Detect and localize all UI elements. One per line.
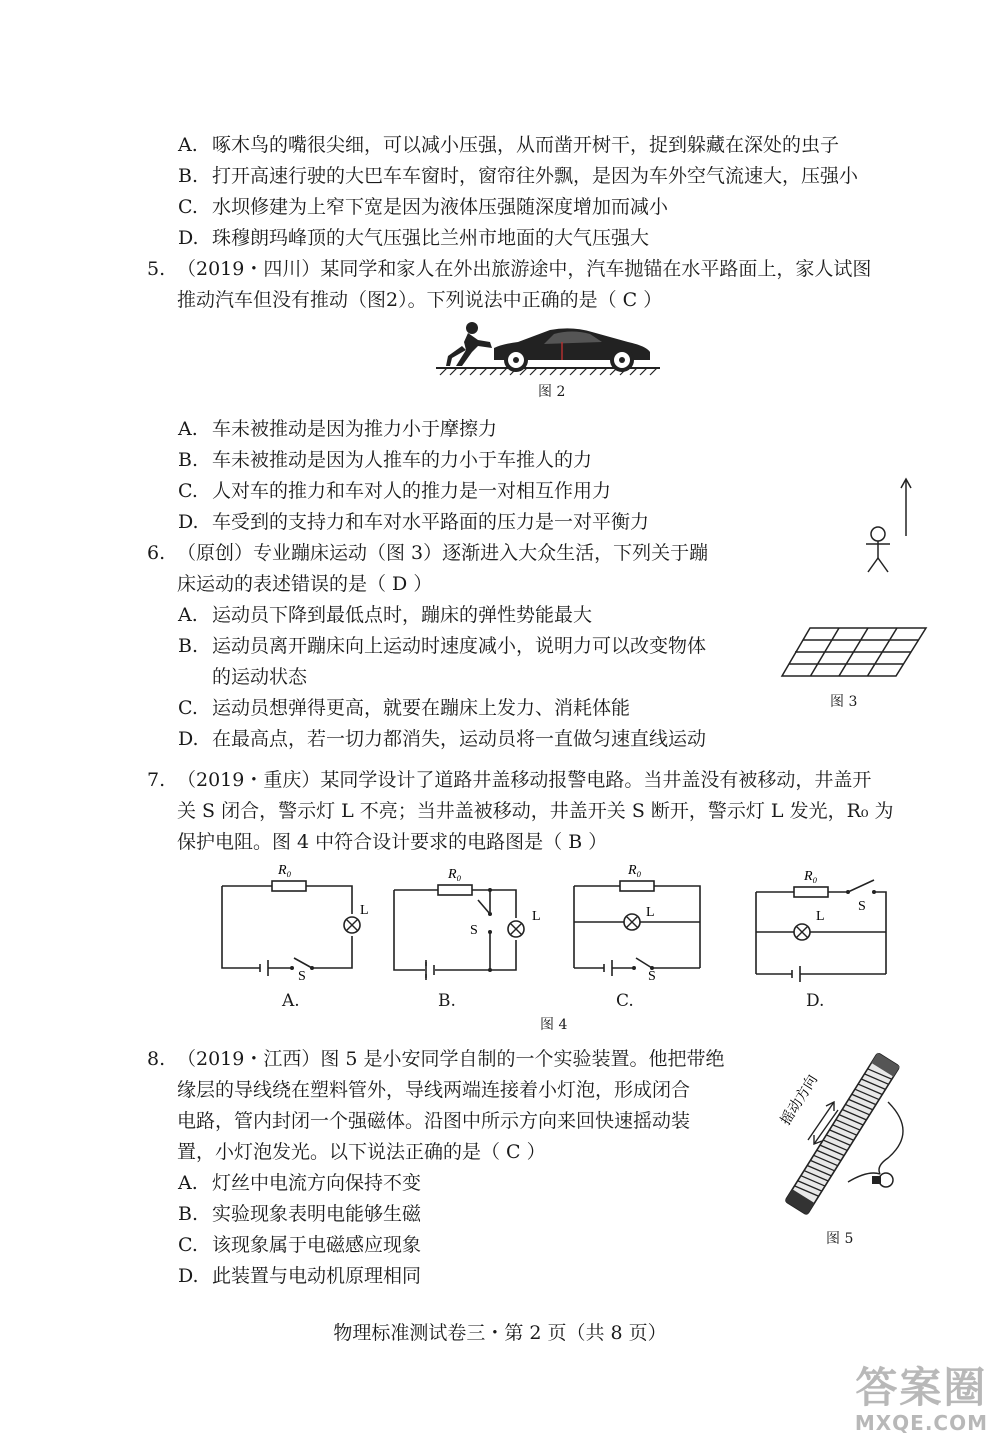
circuit-d-l-label: L <box>816 909 825 924</box>
circuit-b <box>388 860 548 980</box>
circuit-d-label: D. <box>806 991 825 1011</box>
q5-stem-line1: 5. （2019・四川）某同学和家人在外出旅游途中，汽车抛锚在水平路面上，家人试图 <box>147 258 872 280</box>
q4-option-b: B. 打开高速行驶的大巴车车窗时，窗帘往外飘，是因为车外空气流速大，压强小 <box>178 165 859 187</box>
q6-stem-line1: 6. （原创）专业蹦床运动（图 3）逐渐进入大众生活，下列关于蹦 <box>147 542 709 564</box>
q5-option-d: D. 车受到的支持力和车对水平路面的压力是一对平衡力 <box>178 511 650 533</box>
q5-stem-line2: 推动汽车但没有推动（图2）。下列说法中正确的是（ C ） <box>177 289 663 311</box>
circuit-b-r0-label: R₀ <box>448 867 462 882</box>
q8-option-d: D. 此装置与电动机原理相同 <box>178 1265 422 1287</box>
q7-stem-line2: 关 S 闭合，警示灯 L 不亮；当井盖被移动，井盖开关 S 断开，警示灯 L 发光，R₀ 为 <box>177 800 894 822</box>
circuit-c <box>566 856 716 984</box>
circuit-c-l-label: L <box>646 905 655 920</box>
q8-option-a: A. 灯丝中电流方向保持不变 <box>178 1172 422 1194</box>
q8-option-c: C. 该现象属于电磁感应现象 <box>178 1234 422 1256</box>
q6-option-c: C. 运动员想弹得更高，就要在蹦床上发力、消耗体能 <box>178 697 631 719</box>
coil-tube-figure <box>768 1062 928 1222</box>
q6-option-b: B. 运动员离开蹦床向上运动时速度减小，说明力可以改变物体 <box>178 635 707 657</box>
circuit-b-label: B. <box>438 991 456 1011</box>
circuit-c-s-label: S <box>648 969 656 984</box>
watermark-logo: 答案圈 MXQE.COM <box>854 1363 988 1435</box>
figure-5-caption: 图 5 <box>826 1231 854 1247</box>
q8-option-b: B. 实验现象表明电能够生磁 <box>178 1203 422 1225</box>
circuit-a-s-label: S <box>298 969 306 984</box>
circuit-b-s-label: S <box>470 923 478 938</box>
q5-option-b: B. 车未被推动是因为人推车的力小于车推人的力 <box>178 449 593 471</box>
shake-direction-label: 摇动方向 <box>777 1072 822 1129</box>
q5-option-c: C. 人对车的推力和车对人的推力是一对相互作用力 <box>178 480 612 502</box>
q8-stem-line3: 电路，管内封闭一个强磁体。沿图中所示方向来回快速摇动装 <box>177 1110 691 1132</box>
page-footer: 物理标准测试卷三・第 2 页（共 8 页） <box>333 1322 667 1344</box>
trampoline-figure <box>780 476 930 686</box>
circuit-d <box>750 862 900 982</box>
q6-option-a: A. 运动员下降到最低点时，蹦床的弹性势能最大 <box>178 604 593 626</box>
circuit-a-r0-label: R₀ <box>278 863 292 878</box>
circuit-d-s-label: S <box>858 899 866 914</box>
circuit-d-r0-label: R₀ <box>804 869 818 884</box>
q7-stem-line1: 7. （2019・重庆）某同学设计了道路井盖移动报警电路。当井盖没有被移动，井盖开 <box>147 769 872 791</box>
q8-stem-line2: 缘层的导线绕在塑料管外，导线两端连接着小灯泡，形成闭合 <box>177 1079 691 1101</box>
circuit-c-r0-label: R₀ <box>628 863 642 878</box>
car-push-figure <box>432 318 664 376</box>
bulb-icon <box>872 1173 893 1187</box>
car-icon <box>494 328 650 370</box>
figure-2-caption: 图 2 <box>538 384 566 400</box>
figure-3-caption: 图 3 <box>830 694 858 710</box>
figure-4-caption: 图 4 <box>540 1017 568 1033</box>
person-pushing-icon <box>446 322 492 366</box>
trampoline-grid <box>782 628 926 676</box>
circuit-a <box>212 856 372 984</box>
q5-option-a: A. 车未被推动是因为推力小于摩擦力 <box>178 418 498 440</box>
circuit-a-l-label: L <box>360 903 369 918</box>
circuit-c-label: C. <box>616 991 634 1011</box>
q6-option-b-cont: 的运动状态 <box>212 666 308 688</box>
q8-stem-line4: 置，小灯泡发光。以下说法正确的是（ C ） <box>177 1141 546 1163</box>
q7-stem-line3: 保护电阻。图 4 中符合设计要求的电路图是（ B ） <box>177 831 608 853</box>
q6-stem-line2: 床运动的表述错误的是（ D ） <box>177 573 433 595</box>
q6-option-d: D. 在最高点，若一切力都消失，运动员将一直做匀速直线运动 <box>178 728 707 750</box>
q4-option-a: A. 啄木鸟的嘴很尖细，可以减小压强，从而凿开树干，捉到躲藏在深处的虫子 <box>178 134 840 156</box>
circuit-a-label: A. <box>282 991 300 1011</box>
q4-option-c: C. 水坝修建为上窄下宽是因为液体压强随深度增加而减小 <box>178 196 669 218</box>
q4-option-d: D. 珠穆朗玛峰顶的大气压强比兰州市地面的大气压强大 <box>178 227 650 249</box>
q8-stem-line1: 8. （2019・江西）图 5 是小安同学自制的一个实验装置。他把带绝 <box>147 1048 725 1070</box>
circuit-b-l-label: L <box>532 909 541 924</box>
